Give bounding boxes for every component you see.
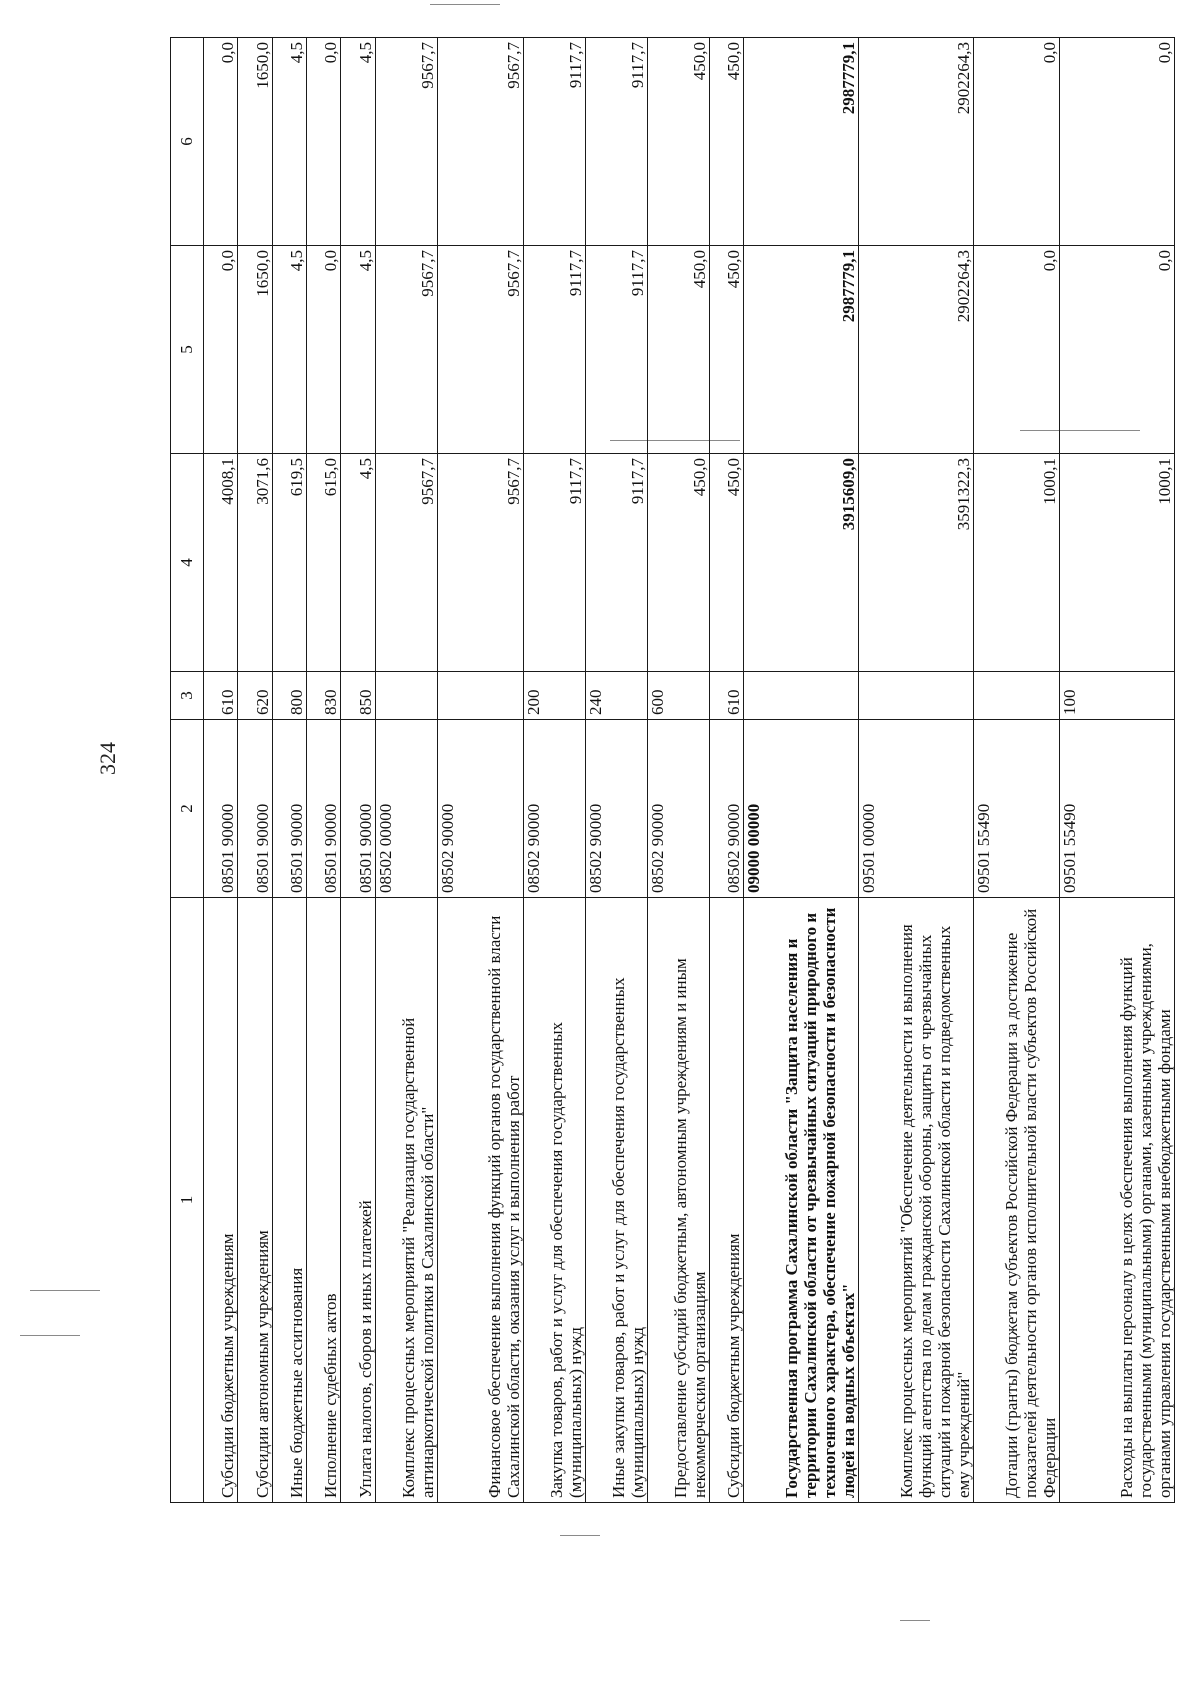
row-type: 800 [272, 672, 306, 720]
row-value-col6: 4,5 [272, 38, 306, 246]
row-value-col4: 615,0 [307, 454, 341, 672]
table-row [272, 38, 306, 1503]
row-code: 08502 90000 [523, 720, 585, 898]
row-value-col6: 450,0 [709, 38, 743, 246]
row-code: 08501 90000 [341, 720, 375, 898]
column-header-3: 3 [171, 672, 204, 720]
row-code: 08502 90000 [709, 720, 743, 898]
row-type: 600 [647, 672, 709, 720]
row-value-col5: 4,5 [341, 246, 375, 454]
row-type: 830 [307, 672, 341, 720]
row-value-col4: 9567,7 [375, 454, 437, 672]
row-name: Закупка товаров, работ и услуг для обеспечения государственных (муниципальных) нужд [523, 898, 585, 1503]
row-value-col6: 1650,0 [238, 38, 272, 246]
table-header-row [171, 38, 204, 1503]
row-value-col4: 450,0 [647, 454, 709, 672]
budget-table [170, 37, 1175, 1503]
row-value-col6: 2987779,1 [744, 38, 859, 246]
row-type [974, 672, 1060, 720]
table-row [523, 38, 585, 1503]
row-type: 610 [709, 672, 743, 720]
row-type: 240 [585, 672, 647, 720]
row-value-col4: 3591322,3 [859, 454, 974, 672]
row-type: 200 [523, 672, 585, 720]
row-type: 850 [341, 672, 375, 720]
row-value-col5: 9117,7 [585, 246, 647, 454]
table-row [437, 38, 523, 1503]
table-row [859, 38, 974, 1503]
column-header-2: 2 [171, 720, 204, 898]
row-value-col5: 2987779,1 [744, 246, 859, 454]
row-name: Государственная программа Сахалинской области "Защита населения и территории Сахалинской области от чрезвычайных ситуаций природного и техногенного характера, обеспечение пожарной безопасности и безопасности людей на водных объектах" [744, 898, 859, 1503]
row-value-col4: 9117,7 [585, 454, 647, 672]
row-type: 620 [238, 672, 272, 720]
row-type [437, 672, 523, 720]
row-name: Иные бюджетные ассигнования [272, 898, 306, 1503]
table-row [1059, 38, 1174, 1503]
column-header-1: 1 [171, 898, 204, 1503]
row-type: 610 [204, 672, 238, 720]
row-name: Субсидии автономным учреждениям [238, 898, 272, 1503]
row-value-col5: 9567,7 [375, 246, 437, 454]
table-row [744, 38, 859, 1503]
row-code: 08502 90000 [437, 720, 523, 898]
row-name: Субсидии бюджетным учреждениям [204, 898, 238, 1503]
row-code: 09000 00000 [744, 720, 859, 898]
row-name: Комплекс процессных мероприятий "Обеспечение деятельности и выполнения функций агентства по делам гражданской обороны, защиты от чрезвычайных ситуаций и пожарной безопасности Сахалинской области и подведомственных ему учреждений" [859, 898, 974, 1503]
row-value-col5: 1650,0 [238, 246, 272, 454]
row-name: Исполнение судебных актов [307, 898, 341, 1503]
table-row [341, 38, 375, 1503]
table-row [974, 38, 1060, 1503]
row-code: 08502 90000 [585, 720, 647, 898]
row-name: Предоставление субсидий бюджетным, автономным учреждениям и иным некоммерческим организациям [647, 898, 709, 1503]
table-row [238, 38, 272, 1503]
row-value-col6: 9567,7 [437, 38, 523, 246]
column-header-6: 6 [171, 38, 204, 246]
row-value-col4: 1000,1 [1059, 454, 1174, 672]
row-code: 09501 00000 [859, 720, 974, 898]
table-row [647, 38, 709, 1503]
table-row [307, 38, 341, 1503]
row-value-col6: 9117,7 [585, 38, 647, 246]
row-type: 100 [1059, 672, 1174, 720]
row-code: 08502 00000 [375, 720, 437, 898]
row-value-col4: 450,0 [709, 454, 743, 672]
rotated-table-wrapper [170, 38, 1175, 1503]
table-row [375, 38, 437, 1503]
row-value-col5: 9567,7 [437, 246, 523, 454]
row-value-col5: 2902264,3 [859, 246, 974, 454]
row-name: Комплекс процессных мероприятий "Реализация государственной антинаркотической политики в Сахалинской области" [375, 898, 437, 1503]
row-type [744, 672, 859, 720]
row-value-col5: 0,0 [1059, 246, 1174, 454]
row-value-col6: 0,0 [307, 38, 341, 246]
row-code: 08502 90000 [647, 720, 709, 898]
row-value-col6: 0,0 [974, 38, 1060, 246]
row-type [375, 672, 437, 720]
row-value-col5: 450,0 [709, 246, 743, 454]
row-code: 08501 90000 [272, 720, 306, 898]
row-code: 08501 90000 [204, 720, 238, 898]
row-name: Уплата налогов, сборов и иных платежей [341, 898, 375, 1503]
row-name: Финансовое обеспечение выполнения функций органов государственной власти Сахалинской области, оказания услуг и выполнения работ [437, 898, 523, 1503]
row-value-col4: 1000,1 [974, 454, 1060, 672]
row-value-col6: 4,5 [341, 38, 375, 246]
row-code: 09501 55490 [974, 720, 1060, 898]
row-value-col5: 450,0 [647, 246, 709, 454]
row-value-col5: 0,0 [204, 246, 238, 454]
row-value-col6: 2902264,3 [859, 38, 974, 246]
row-value-col6: 9117,7 [523, 38, 585, 246]
row-value-col4: 4,5 [341, 454, 375, 672]
table-row [585, 38, 647, 1503]
table-row [204, 38, 238, 1503]
row-value-col4: 619,5 [272, 454, 306, 672]
row-value-col4: 9117,7 [523, 454, 585, 672]
row-value-col5: 0,0 [307, 246, 341, 454]
row-name: Дотации (гранты) бюджетам субъектов Российской Федерации за достижение показателей деятельности органов исполнительной власти субъектов Российской Федерации [974, 898, 1060, 1503]
row-value-col5: 4,5 [272, 246, 306, 454]
row-value-col4: 4008,1 [204, 454, 238, 672]
row-type [859, 672, 974, 720]
row-name: Расходы на выплаты персоналу в целях обеспечения выполнения функций государственными (муниципальными) органами, казенными учреждениями, органами управления государственными внебюджетными фондами [1059, 898, 1174, 1503]
column-header-4: 4 [171, 454, 204, 672]
row-value-col6: 0,0 [204, 38, 238, 246]
row-value-col5: 9117,7 [523, 246, 585, 454]
row-value-col4: 9567,7 [437, 454, 523, 672]
row-value-col4: 3071,6 [238, 454, 272, 672]
row-name: Субсидии бюджетным учреждениям [709, 898, 743, 1503]
table-row [709, 38, 743, 1503]
row-code: 08501 90000 [238, 720, 272, 898]
page-number: 324 [95, 742, 120, 775]
row-code: 08501 90000 [307, 720, 341, 898]
row-value-col5: 0,0 [974, 246, 1060, 454]
row-value-col6: 9567,7 [375, 38, 437, 246]
row-code: 09501 55490 [1059, 720, 1174, 898]
column-header-5: 5 [171, 246, 204, 454]
row-value-col6: 0,0 [1059, 38, 1174, 246]
row-value-col4: 3915609,0 [744, 454, 859, 672]
row-value-col6: 450,0 [647, 38, 709, 246]
row-name: Иные закупки товаров, работ и услуг для обеспечения государственных (муниципальных) нужд [585, 898, 647, 1503]
